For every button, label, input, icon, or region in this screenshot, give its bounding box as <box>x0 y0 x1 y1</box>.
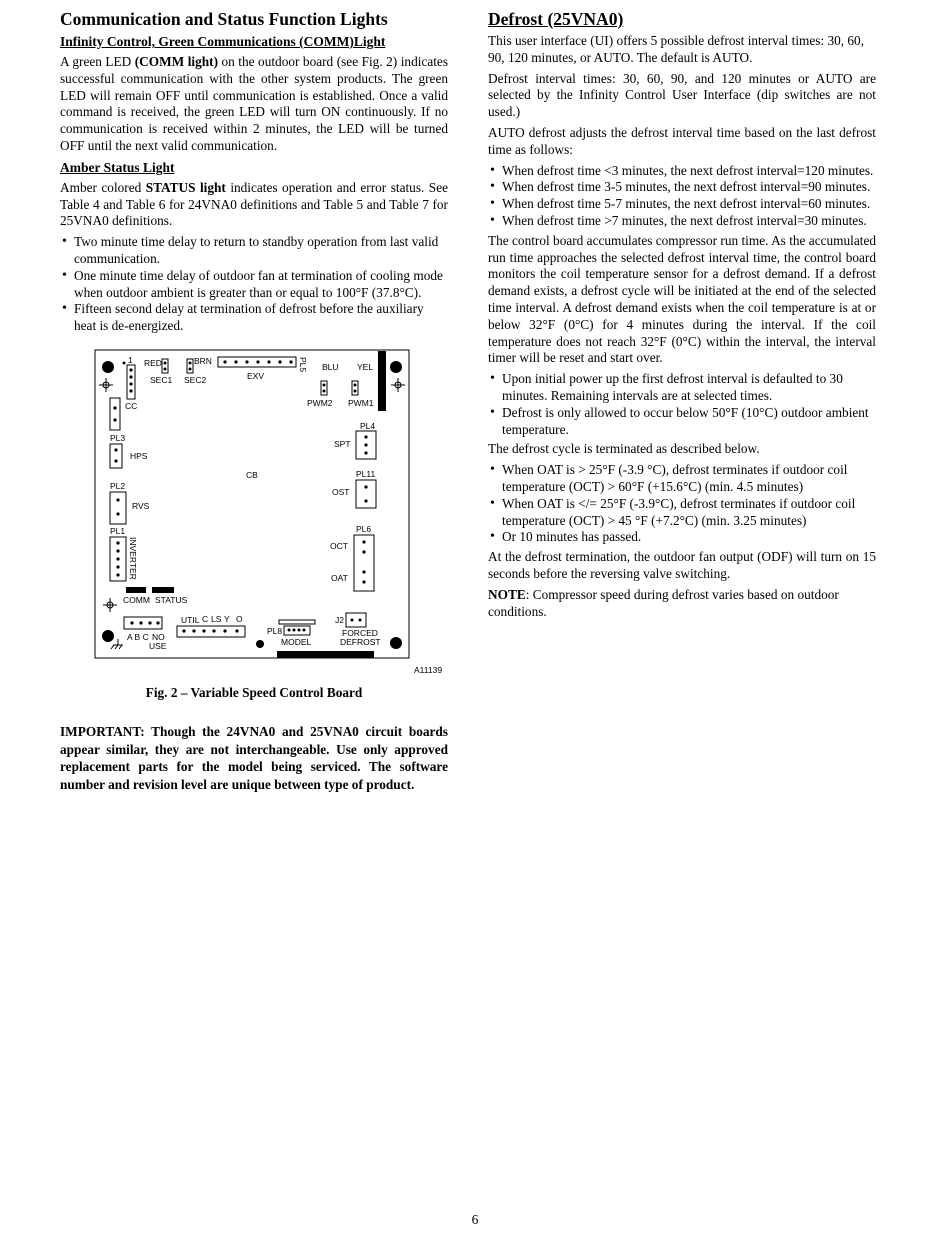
pl11-label: PL11 <box>356 468 376 479</box>
ground-icon <box>111 639 123 649</box>
j2-label: J2 <box>335 614 344 625</box>
status-led <box>152 587 174 593</box>
section-title-defrost: Defrost (25VNA0) <box>488 9 624 29</box>
amber-status-paragraph: Amber colored STATUS light indicates operation and error status. See Table 4 and Table 6 for 24VNA0 definitions and Table 5 and Table 7 for 25VNA0 definitions. <box>60 179 448 229</box>
led-red <box>162 359 168 373</box>
delay-bullet-list <box>60 234 448 335</box>
ost-connector <box>356 480 376 508</box>
figure-id: A11139 <box>414 664 443 675</box>
led-blu <box>321 381 327 395</box>
mounting-hole <box>390 361 402 373</box>
list-item: • One minute time delay of outdoor fan at termination of cooling mode when outdoor ambient is greater than or equal to 100°F (37.8°C). <box>60 268 448 302</box>
ost-label: OST <box>332 486 350 497</box>
model-plug-cap <box>279 620 315 624</box>
y-label: Y <box>224 613 230 624</box>
hps-connector <box>110 444 122 468</box>
termination-bullets <box>488 462 876 546</box>
left-column <box>60 8 448 793</box>
use-label: USE <box>149 640 167 651</box>
blu-label: BLU <box>322 361 339 372</box>
power-up-bullets <box>488 371 876 438</box>
important-notice: IMPORTANT: Though the 24VNA0 and 25VNA0 circuit boards appear similar, they are not interchangeable. Use only approved replacement parts for the model being serviced. The software number and revision level are unique between type of product. <box>60 723 448 792</box>
util-connector <box>177 626 245 637</box>
status-label: STATUS <box>155 594 188 605</box>
paragraph-interval-selection: Defrost interval times: 30, 60, 90, and 120 minutes or AUTO are selected by the Infinity Control User Interface (dip switches are not used.) <box>488 70 876 120</box>
right-column <box>488 8 876 624</box>
control-board-diagram <box>60 343 448 683</box>
defrost-label: DEFROST <box>340 636 381 647</box>
pwm1-label: PWM1 <box>348 397 374 408</box>
comm-label: COMM <box>123 594 150 605</box>
list-item: • Two minute time delay to return to standby operation from last valid communication. <box>60 234 448 268</box>
led-yel <box>352 381 358 395</box>
util-label: UTIL <box>181 614 200 625</box>
rvs-label: RVS <box>132 500 150 511</box>
list-item: • Defrost is only allowed to occur below 50°F (10°C) outdoor ambient temperature. <box>488 405 876 439</box>
inverter-label: INVERTER <box>128 536 138 580</box>
pl4-label: PL4 <box>360 420 376 431</box>
subhead-comm-light: Infinity Control, Green Communications (COMM)Light <box>60 34 386 49</box>
auto-defrost-bullets <box>488 163 876 230</box>
edge-connector-bar <box>277 651 374 658</box>
list-item: • When OAT is </= 25°F (-3.9°C), defrost terminates if outdoor coil temperature (OCT) > 45 °F (+7.2°C) (min. 3.25 minutes) <box>488 496 876 530</box>
section-title-comm-status: Communication and Status Function Lights <box>60 9 388 29</box>
list-item: • When defrost time 5-7 minutes, the next defrost interval=60 minutes. <box>488 196 876 213</box>
oat-label: OAT <box>331 572 348 583</box>
paragraph-fan-output: At the defrost termination, the outdoor fan output (ODF) will turn on 15 seconds before the reversing valve switching. <box>488 549 876 581</box>
mounting-hole <box>102 361 114 373</box>
model-label: MODEL <box>281 636 312 647</box>
comm-light-paragraph: A green LED (COMM light) on the outdoor board (see Fig. 2) indicates successful communication with the other system products. The green LED will remain OFF until communication is established. Once a valid command is received, the green LED will turn ON continuously. If no communication is received within 2 minutes, the LED will be turned OFF until the next valid communication. <box>60 54 448 153</box>
abc-label: A B C <box>127 631 149 642</box>
list-item: • Fifteen second delay at termination of defrost before the auxiliary heat is de-energized. <box>60 301 448 335</box>
control-board-figure <box>60 343 448 683</box>
no-label: NO <box>152 631 165 642</box>
mounting-hole <box>390 637 402 649</box>
paragraph-termination: The defrost cycle is terminated as described below. <box>488 441 760 457</box>
abc-connector <box>124 617 162 629</box>
oct-label: OCT <box>330 540 348 551</box>
forced-defrost-jumper <box>346 613 366 627</box>
brn-label: BRN <box>194 355 212 366</box>
hps-label: HPS <box>130 450 148 461</box>
pin-1-label: 1 <box>128 354 133 365</box>
mounting-hole <box>256 640 264 648</box>
list-item: • When defrost time 3-5 minutes, the next defrost interval=90 minutes. <box>488 179 876 196</box>
target-marker-icon <box>103 598 117 612</box>
paragraph-run-time: The control board accumulates compressor run time. As the accumulated run time approaches the selected defrost interval time, the control board monitors the coil temperature sensor for a defrost demand. If a defrost demand exists, a defrost cycle will be initiated at the end of the selected time interval. A defrost demand exists when the coil temperature is at or below 32°F (0°C) for 4 minutes during the interval. If the coil temperature does not reach 32°F (0°C) within the interval, the interval timer will be reset and start over. <box>488 232 876 366</box>
target-marker-icon <box>99 378 113 392</box>
rvs-connector <box>110 492 126 524</box>
sec2-label: SEC2 <box>184 374 207 385</box>
sec1-label: SEC1 <box>150 374 173 385</box>
pl6-label: PL6 <box>356 523 372 534</box>
spt-label: SPT <box>334 438 351 449</box>
yel-label: YEL <box>357 361 374 372</box>
cb-label: CB <box>246 469 258 480</box>
target-marker-icon <box>391 378 405 392</box>
figure-caption: Fig. 2 – Variable Speed Control Board <box>145 684 363 700</box>
paragraph-interval-options: This user interface (UI) offers 5 possible defrost interval times: 30, 60, 90, 120 minutes, or AUTO. The default is AUTO. <box>488 33 865 65</box>
list-item: • When defrost time >7 minutes, the next defrost interval=30 minutes. <box>488 213 876 230</box>
led-brn <box>187 359 193 373</box>
pwm2-label: PWM2 <box>307 397 333 408</box>
forced-label: FORCED <box>342 627 378 638</box>
paragraph-auto-defrost: AUTO defrost adjusts the defrost interval time based on the last defrost time as follows: <box>488 124 876 157</box>
page-number: 6 <box>471 1212 479 1227</box>
pl5-label: PL5 <box>298 356 308 373</box>
note-paragraph: NOTE: Compressor speed during defrost varies based on outdoor conditions. <box>488 586 839 619</box>
cc-connector <box>110 398 120 430</box>
list-item: • Upon initial power up the first defrost interval is defaulted to 30 minutes. Remaining intervals are at selected times. <box>488 371 876 405</box>
pl1-label: PL1 <box>110 525 126 536</box>
list-item: • When OAT is > 25°F (-3.9 °C), defrost terminates if outdoor coil temperature (OCT) > 60°F (+15.6°C) (min. 4.5 minutes) <box>488 462 876 496</box>
comm-led <box>126 587 146 593</box>
pl2-label: PL2 <box>110 480 126 491</box>
subhead-amber-status: Amber Status Light <box>60 159 175 175</box>
c-label: C <box>202 613 209 624</box>
mounting-hole <box>102 630 114 642</box>
cc-label: CC <box>125 400 138 411</box>
edge-connector-bar <box>378 351 386 411</box>
pl3-label: PL3 <box>110 432 126 443</box>
list-item: • When defrost time <3 minutes, the next defrost interval=120 minutes. <box>488 163 876 180</box>
ls-label: LS <box>211 613 222 624</box>
red-label: RED <box>144 357 162 368</box>
pl8-label: PL8 <box>267 625 283 636</box>
exv-label: EXV <box>247 370 265 381</box>
o-label: O <box>236 613 243 624</box>
list-item: • Or 10 minutes has passed. <box>488 529 876 546</box>
